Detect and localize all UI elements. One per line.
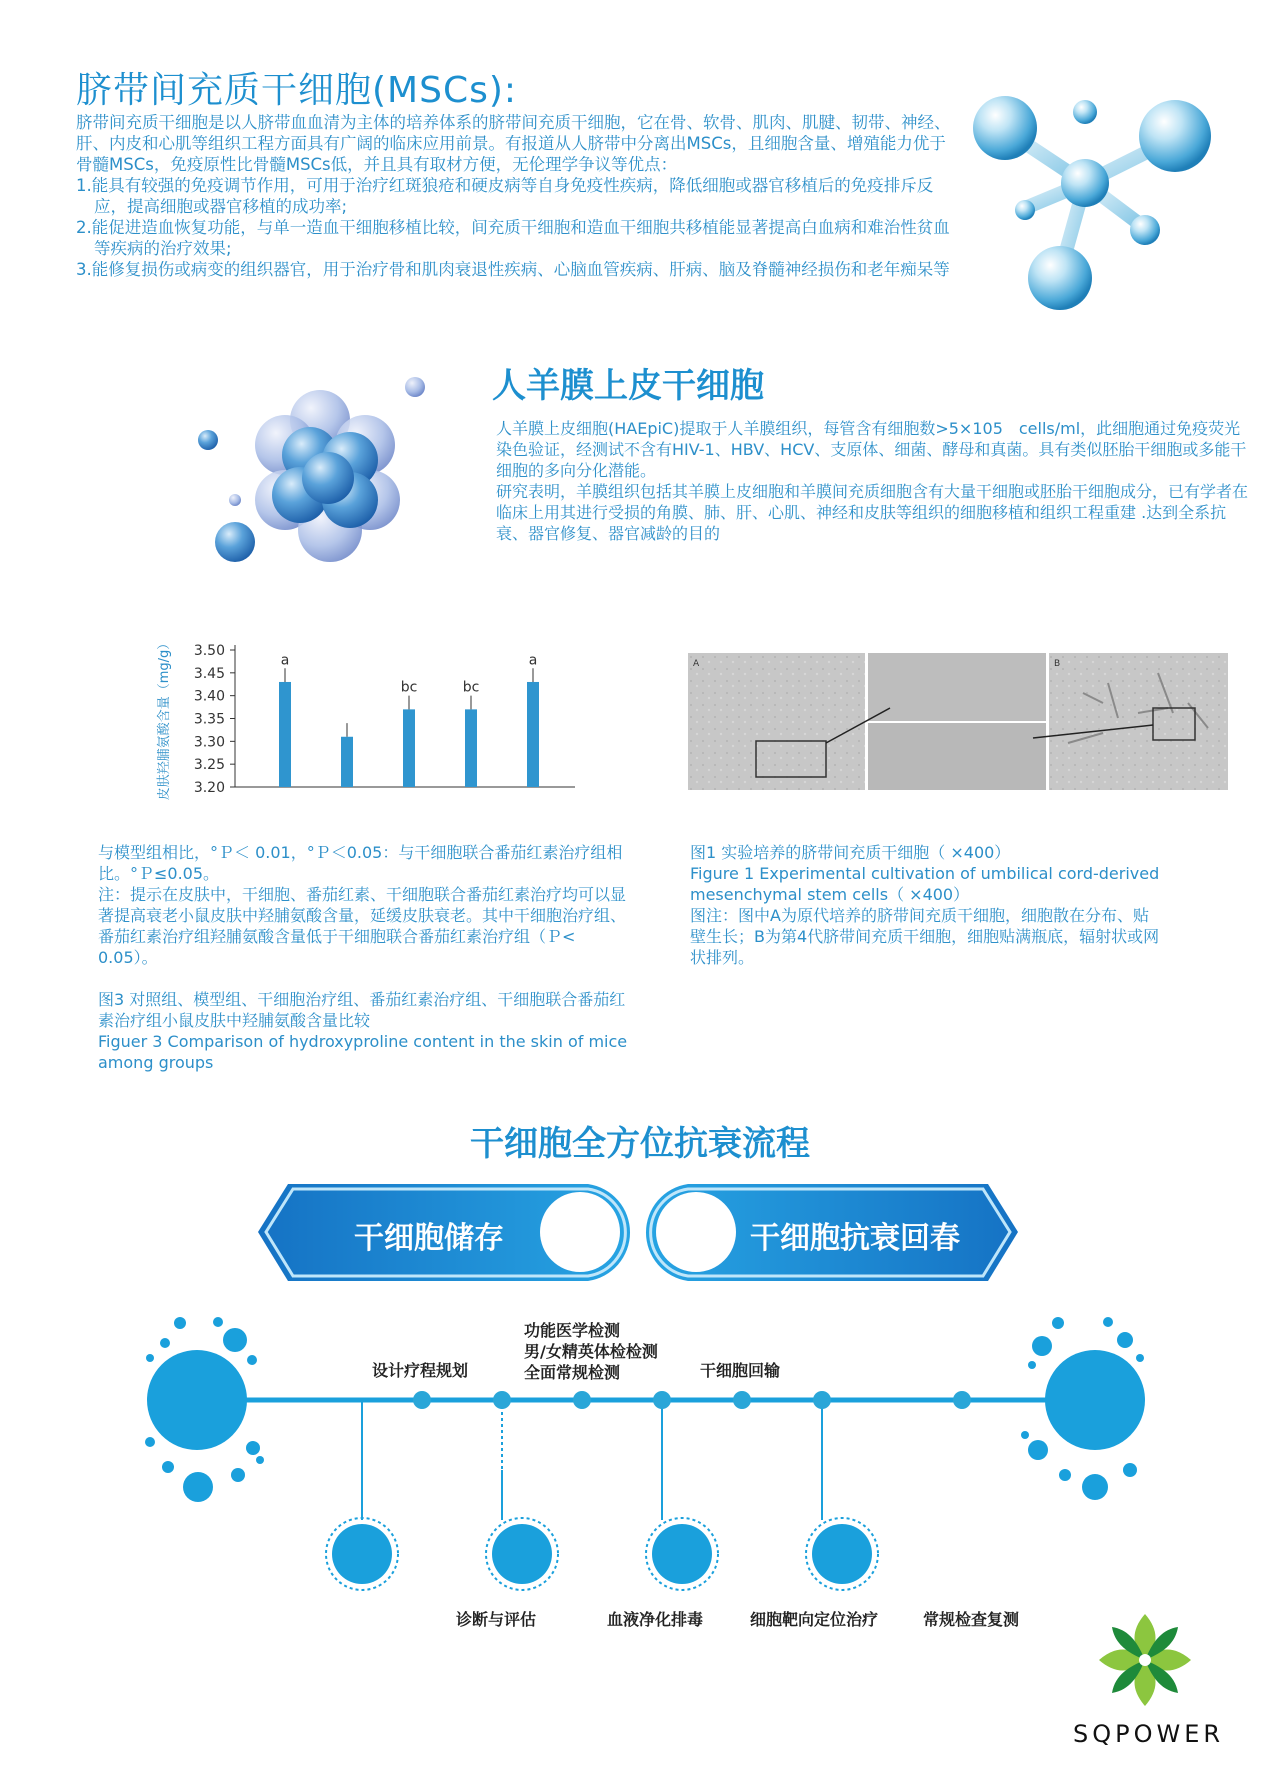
bar xyxy=(465,709,477,787)
step-diagnosis: 诊断与评估 xyxy=(456,1610,537,1629)
chart-figure-caption-en: Figuer 3 Comparison of hydroxyproline content in the skin of mice among groups xyxy=(98,1032,628,1072)
y-axis-label: 皮肤羟脯氨酸含量（mg/g） xyxy=(157,636,172,800)
section1-point-3: 3.能修复损伤或病变的组织器官，用于治疗骨和肌肉衰退性疾病、心脑血管疾病、肝病、脑及脊髓神经损伤和老年痴呆等 xyxy=(76,260,950,279)
banner-right-label: 干细胞抗衰回春 xyxy=(750,1221,960,1256)
micrograph-caption xyxy=(690,842,1160,968)
y-tick-label: 3.20 xyxy=(193,780,225,796)
section2-title: 人羊膜上皮干细胞 xyxy=(492,366,764,406)
y-tick-label: 3.25 xyxy=(193,757,225,774)
section1-point-2: 2.能促进造血恢复功能，与单一造血干细胞移植比较，间充质干细胞和造血干细胞共移植能显著提高白血病和难治性贫血等疾病的治疗效果; xyxy=(76,218,950,258)
section1-body xyxy=(76,112,956,280)
y-tick-label: 3.30 xyxy=(193,734,225,751)
step-recheck: 常规检查复测 xyxy=(923,1610,1020,1629)
micrograph-caption-cn: 图1 实验培养的脐带间充质干细胞（ ×400） xyxy=(690,843,1011,862)
banner-left-label: 干细胞储存 xyxy=(354,1221,504,1256)
step-blood-purification: 血液净化排毒 xyxy=(607,1610,704,1629)
section2-body xyxy=(496,418,1250,544)
sqpower-logo-icon xyxy=(1095,1610,1195,1710)
section1-intro: 脐带间充质干细胞是以人脐带血血清为主体的培养体系的脐带间充质干细胞，它在骨、软骨、肌肉、肌腱、韧带、神经、肝、内皮和心肌等组织工程方面具有广阔的临床应用前景。有报道从人脐带中分离出MSCs，且细胞含量、增殖能力优于骨髓MSCs，免疫原性比骨髓MSCs低，并且具有取材方便，无伦理学争议等优点： xyxy=(76,113,951,174)
cell-cluster-illustration xyxy=(190,370,450,580)
bar xyxy=(279,682,291,787)
y-tick-label: 3.40 xyxy=(193,688,225,705)
y-tick-label: 3.35 xyxy=(193,711,225,728)
micrograph-a-zoom-1 xyxy=(868,653,1046,721)
micrograph-caption-en: Figure 1 Experimental cultivation of umbilical cord-derived mesenchymal stem cells（ ×400） xyxy=(690,864,1160,904)
micrograph-label-b: B xyxy=(1054,659,1061,669)
step-design-plan: 设计疗程规划 xyxy=(372,1361,469,1380)
chart-caption-stats: 与模型组相比，°Ｐ＜ 0.01，°Ｐ＜0.05：与干细胞联合番茄红素治疗组相比。°Ｐ≤0.05。 xyxy=(98,843,623,883)
hydroxyproline-bar-chart xyxy=(150,630,580,800)
section2-para-2: 研究表明，羊膜组织包括其羊膜上皮细胞和羊膜间充质细胞含有大量干细胞或胚胎干细胞成分，已有学者在临床上用其进行受损的角膜、肺、肝、心肌、神经和皮肤等组织的细胞移植和组织工程重建 .达到全系抗衰、器官修复、器官减龄的目的 xyxy=(496,482,1249,543)
section2-para-1: 人羊膜上皮细胞(HAEpiC)提取于人羊膜组织，每管含有细胞数>5×105 cells/ml，此细胞通过免疫荧光染色验证，经测试不含有HIV-1、HBV、HCV、支原体、细菌、酵母和真菌。具有类似胚胎干细胞或多能干细胞的多向分化潜能。 xyxy=(496,419,1247,480)
y-tick-label: 3.50 xyxy=(193,643,225,659)
micrograph-a-zoom-2 xyxy=(868,723,1046,790)
section1-title: 脐带间充质干细胞(MSCs): xyxy=(76,70,518,111)
process-title: 干细胞全方位抗衰流程 xyxy=(470,1124,810,1164)
step-elite-checkup: 男/女精英体检检测 xyxy=(524,1342,658,1361)
bar-label: a xyxy=(528,652,538,669)
section1-point-1: 1.能具有较强的免疫调节作用，可用于治疗红斑狼疮和硬皮病等自身免疫性疾病，降低细胞或器官移植后的免疫排斥反应，提高细胞或器官移植的成功率; xyxy=(76,176,934,216)
bar-label: bc xyxy=(462,679,480,696)
y-tick-label: 3.45 xyxy=(193,665,225,682)
step-checkups xyxy=(524,1320,658,1383)
step-routine-checkup: 全面常规检测 xyxy=(524,1363,621,1382)
step-functional-medicine: 功能医学检测 xyxy=(524,1321,621,1340)
bar xyxy=(341,737,353,787)
micrograph-label-a: A xyxy=(693,659,700,669)
micrograph-caption-note: 图注：图中A为原代培养的脐带间充质干细胞，细胞散在分布、贴壁生长；B为第4代脐带间充质干细胞，细胞贴满瓶底，辐射状或网状排列。 xyxy=(690,906,1160,967)
micrograph-panel xyxy=(688,653,1228,790)
bar-label: a xyxy=(280,652,290,669)
chart-caption-note: 注：提示在皮肤中，干细胞、番茄红素、干细胞联合番茄红素治疗均可以显著提高衰老小鼠皮肤中羟脯氨酸含量，延缓皮肤衰老。其中干细胞治疗组、番茄红素治疗组羟脯氨酸含量低于干细胞联合番茄红素治疗组（Ｐ< 0.05）。 xyxy=(98,885,627,967)
bar xyxy=(527,682,539,787)
brand-name: SQPOWER xyxy=(1073,1720,1225,1748)
bar xyxy=(403,709,415,787)
step-targeted-therapy: 细胞靶向定位治疗 xyxy=(750,1610,879,1629)
micrograph-a xyxy=(688,653,865,790)
chart-caption xyxy=(98,842,628,1073)
chart-figure-caption-cn: 图3 对照组、模型组、干细胞治疗组、番茄红素治疗组、干细胞联合番茄红素治疗组小鼠皮肤中羟脯氨酸含量比较 xyxy=(98,990,626,1030)
step-stem-cell-infusion: 干细胞回输 xyxy=(700,1361,781,1380)
molecule-illustration xyxy=(965,88,1215,328)
micrograph-b xyxy=(1049,653,1228,790)
bar-label: bc xyxy=(400,679,418,696)
